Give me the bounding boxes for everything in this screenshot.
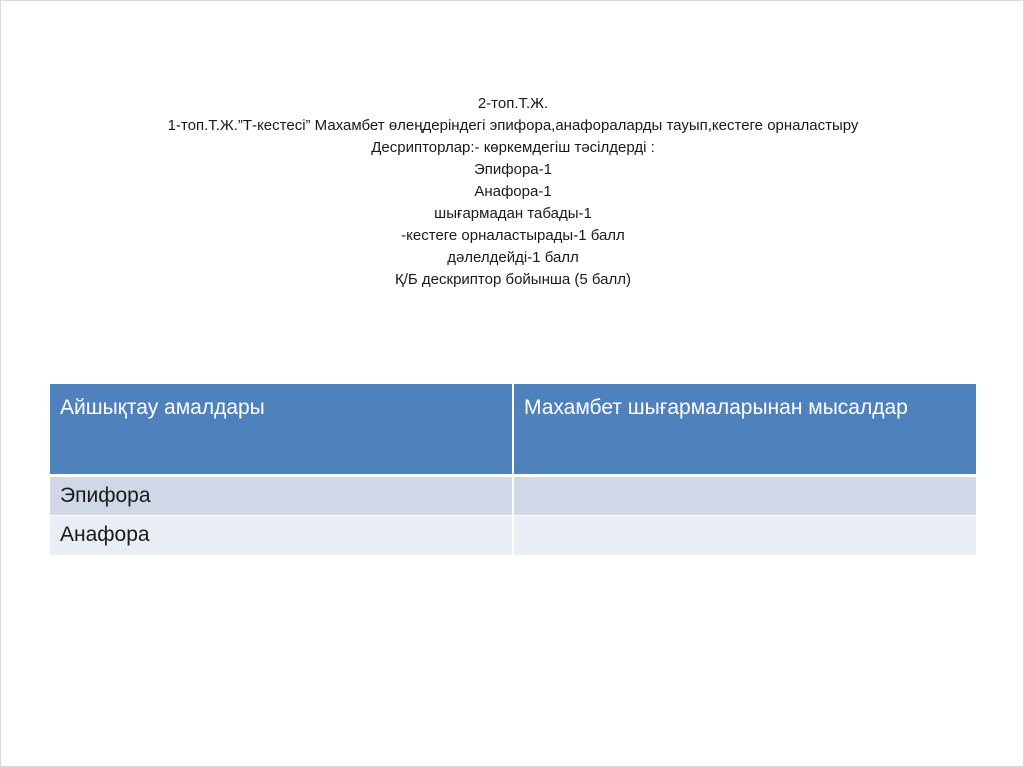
- table-row: [50, 515, 976, 555]
- title-line-task: 1-топ.Т.Ж.”Т-кестесі” Махамбет өлеңдеріндегі эпифора,анафораларды тауып,кестеге орналастыру: [167, 117, 859, 134]
- cell-anaphora-examples: [513, 515, 976, 555]
- title-line-arranges: -кестеге орналастырады-1 балл: [401, 227, 625, 244]
- table-row: [50, 475, 976, 515]
- header-examples: Махамбет шығармаларынан мысалдар: [513, 384, 976, 475]
- header-devices: Айшықтау амалдары: [50, 384, 513, 475]
- title-line-anaphora: Анафора-1: [474, 183, 552, 200]
- title-line-proves: дәлелдейді-1 балл: [447, 249, 579, 266]
- cell-anaphora: Анафора: [50, 515, 513, 555]
- table-header-row: [50, 384, 976, 475]
- title-line-score: Қ/Б дескриптор бойынша (5 балл): [395, 271, 631, 288]
- cell-epiphora: Эпифора: [50, 475, 513, 515]
- t-table: [50, 384, 976, 556]
- title-line-epiphora: Эпифора-1: [474, 161, 552, 178]
- title-line-group: 2-топ.Т.Ж.: [477, 95, 549, 112]
- title-line-descriptors: Десрипторлар:- көркемдегіш тәсілдерді :: [371, 139, 655, 156]
- title-line-finds: шығармадан табады-1: [434, 205, 592, 222]
- cell-epiphora-examples: [513, 475, 976, 515]
- slide-title: [61, 93, 965, 291]
